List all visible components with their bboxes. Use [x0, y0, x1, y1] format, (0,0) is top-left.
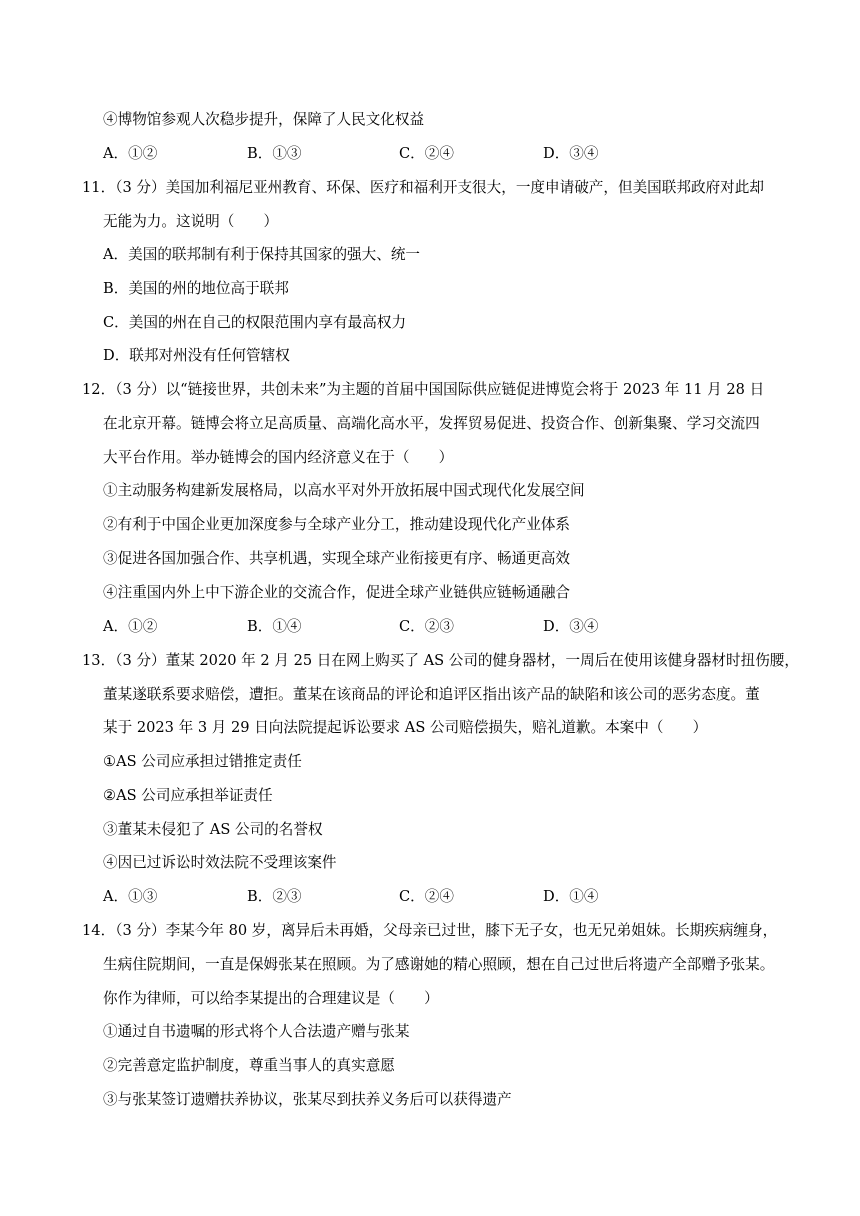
q13-stem-line-3: 某于 2023 年 3 月 29 日向法院提起诉讼要求 AS 公司赔偿损失，赔礼道歉。本案中（ ） — [103, 719, 708, 736]
q14-stem-line-3: 你作为律师，可以给李某提出的合理建议是（ ） — [103, 990, 439, 1007]
q12-item-3: ③促进各国加强合作、共享机遇，实现全球产业衔接更有序、畅通更高效 — [103, 550, 571, 567]
q10-choice-d[interactable]: D．③④ — [543, 145, 599, 162]
q12-choice-d[interactable]: D．③④ — [543, 618, 599, 635]
q10-choice-b[interactable]: B．①③ — [247, 145, 302, 162]
q13-item-1: ①AS 公司应承担过错推定责任 — [103, 753, 302, 770]
q10-choice-a[interactable]: A．①② — [103, 145, 158, 162]
q11-option-b[interactable]: B．美国的州的地位高于联邦 — [103, 280, 289, 297]
q14-item-1: ①通过自书遗嘱的形式将个人合法遗产赠与张某 — [103, 1023, 410, 1040]
q12-stem-line-3: 大平台作用。举办链博会的国内经济意义在于（ ） — [103, 449, 454, 466]
q14-item-3: ③与张某签订遗赠扶养协议，张某尽到扶养义务后可以获得遗产 — [103, 1091, 512, 1108]
q13-choice-c[interactable]: C．②④ — [399, 888, 454, 905]
q13-stem-line-2: 董某遂联系要求赔偿，遭拒。董某在该商品的评论和追评区指出该产品的缺陷和该公司的恶劣态度。董 — [103, 686, 760, 703]
q12-stem-line-2: 在北京开幕。链博会将立足高质量、高端化高水平，发挥贸易促进、投资合作、创新集聚、学习交流四 — [103, 415, 760, 432]
q13-choice-d[interactable]: D．①④ — [543, 888, 599, 905]
q11-option-c[interactable]: C．美国的州在自己的权限范围内享有最高权力 — [103, 314, 407, 331]
q14-item-2: ②完善意定监护制度，尊重当事人的真实意愿 — [103, 1057, 395, 1074]
q11-option-a[interactable]: A．美国的联邦制有利于保持其国家的强大、统一 — [103, 246, 421, 263]
q12-choice-a[interactable]: A．①② — [103, 618, 158, 635]
q12-choice-b[interactable]: B．①④ — [247, 618, 302, 635]
q13-choice-a[interactable]: A．①③ — [103, 888, 158, 905]
q13-item-3: ③董某未侵犯了 AS 公司的名誉权 — [103, 821, 323, 838]
q12-item-2: ②有利于中国企业更加深度参与全球产业分工，推动建设现代化产业体系 — [103, 516, 571, 533]
q11-stem-line-2: 无能为力。这说明（ ） — [103, 213, 279, 230]
q10-choice-c[interactable]: C．②④ — [399, 145, 454, 162]
q14-stem-line-2: 生病住院期间，一直是保姆张某在照顾。为了感谢她的精心照顾，想在自己过世后将遗产全部赠予张某。 — [103, 956, 775, 973]
q14-stem-line-1: 14．（3 分）李某今年 80 岁，离异后未再婚，父母亲已过世，膝下无子女，也无兄弟姐妹。长期疾病缠身， — [82, 922, 778, 939]
q11-stem-line-1: 11．（3 分）美国加利福尼亚州教育、环保、医疗和福利开支很大，一度申请破产，但美国联邦政府对此却 — [82, 179, 764, 196]
q13-choice-b[interactable]: B．②③ — [247, 888, 302, 905]
q10-item-4: ④博物馆参观人次稳步提升，保障了人民文化权益 — [103, 111, 425, 128]
q12-item-1: ①主动服务构建新发展格局，以高水平对外开放拓展中国式现代化发展空间 — [103, 482, 585, 499]
q12-stem-line-1: 12．（3 分）以“链接世界，共创未来”为主题的首届中国国际供应链促进博览会将于 2023 年 11 月 28 日 — [82, 381, 765, 398]
q13-item-2: ②AS 公司应承担举证责任 — [103, 787, 273, 804]
q12-item-4: ④注重国内外上中下游企业的交流合作，促进全球产业链供应链畅通融合 — [103, 584, 571, 601]
q13-stem-line-1: 13．（3 分）董某 2020 年 2 月 25 日在网上购买了 AS 公司的健身器材，一周后在使用该健身器材时扭伤腰， — [82, 652, 799, 669]
q11-option-d[interactable]: D．联邦对州没有任何管辖权 — [103, 347, 290, 364]
q12-choice-c[interactable]: C．②③ — [399, 618, 454, 635]
q13-item-4: ④因已过诉讼时效法院不受理该案件 — [103, 854, 337, 871]
